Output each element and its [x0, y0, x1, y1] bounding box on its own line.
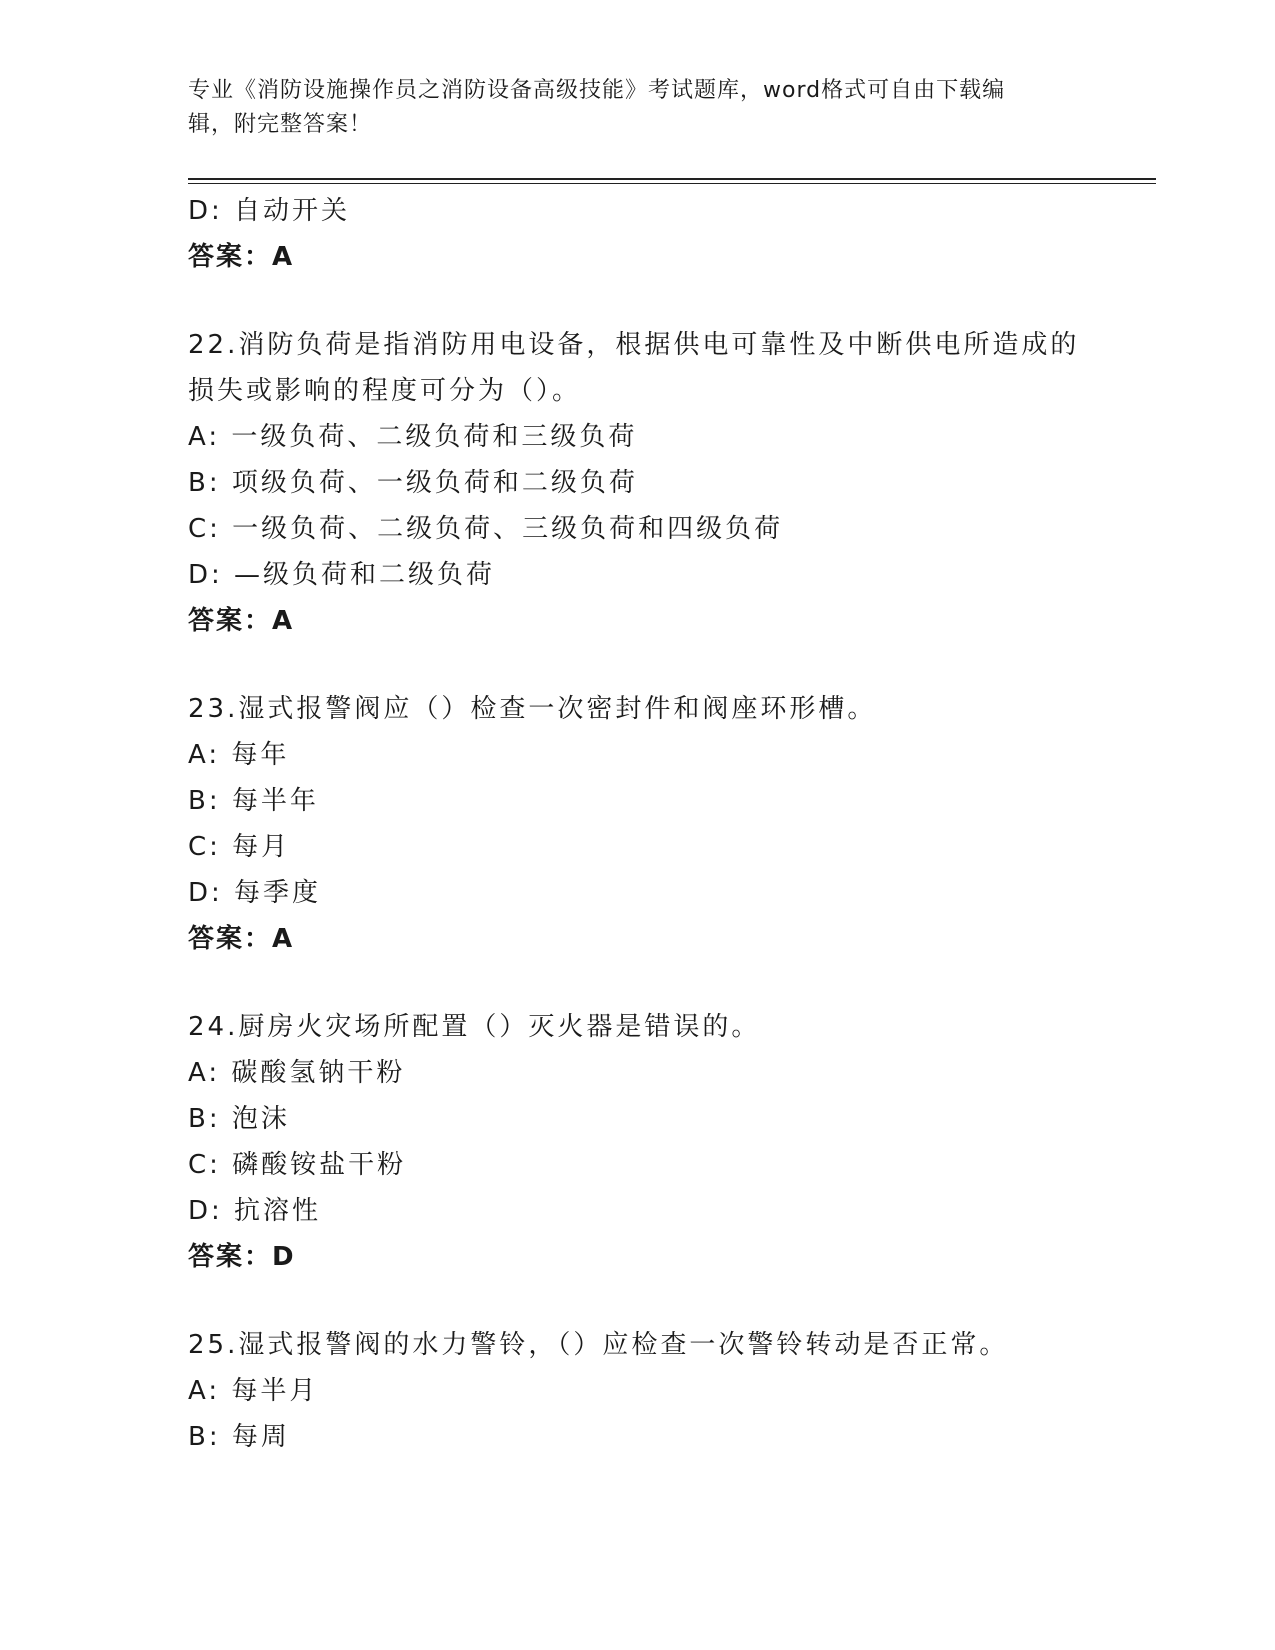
question-23 — [188, 686, 1128, 962]
question-stem-line: 25.湿式报警阀的水力警铃，（）应检查一次警铃转动是否正常。 — [188, 1330, 1009, 1360]
answer-label: 答案：A — [188, 924, 295, 954]
spacer — [188, 280, 1128, 322]
question-stem-line: 23.湿式报警阀应（）检查一次密封件和阀座环形槽。 — [188, 694, 877, 724]
question-stem-line: 24.厨房火灾场所配置（）灭火器是错误的。 — [188, 1012, 761, 1042]
answer-label: 答案：A — [188, 606, 295, 636]
option-c: C: 每月 — [188, 832, 291, 862]
question-content — [188, 188, 1128, 1460]
question-24 — [188, 1004, 1128, 1280]
header-divider-thick — [188, 178, 1156, 180]
answer-label: 答案：D — [188, 1242, 296, 1272]
option-b: B: 泡沫 — [188, 1104, 290, 1134]
header-note-line-2: 辑，附完整答案！ — [188, 112, 373, 137]
option-c: C: 磷酸铵盐干粉 — [188, 1150, 407, 1180]
option-a: A: 每半月 — [188, 1376, 319, 1406]
header-divider-thin — [188, 183, 1156, 184]
question-21-tail — [188, 188, 1128, 280]
option-d: D: 每季度 — [188, 878, 322, 908]
spacer — [188, 644, 1128, 686]
answer-label: 答案：A — [188, 242, 295, 272]
option-d: D: 自动开关 — [188, 196, 351, 226]
question-stem-line: 损失或影响的程度可分为（）。 — [188, 376, 582, 406]
question-stem-line: 22.消防负荷是指消防用电设备，根据供电可靠性及中断供电所造成的 — [188, 330, 1080, 360]
option-d: D: —级负荷和二级负荷 — [188, 560, 496, 590]
question-25 — [188, 1322, 1128, 1460]
question-22 — [188, 322, 1128, 644]
spacer — [188, 1280, 1128, 1322]
option-c: C: 一级负荷、二级负荷、三级负荷和四级负荷 — [188, 514, 784, 544]
header-note-line-1: 专业《消防设施操作员之消防设备高级技能》考试题库，word格式可自由下载编 — [188, 78, 1006, 103]
option-b: B: 每半年 — [188, 786, 319, 816]
option-b: B: 项级负荷、一级负荷和二级负荷 — [188, 468, 638, 498]
option-a: A: 碳酸氢钠干粉 — [188, 1058, 406, 1088]
option-a: A: 每年 — [188, 740, 290, 770]
option-d: D: 抗溶性 — [188, 1196, 322, 1226]
option-a: A: 一级负荷、二级负荷和三级负荷 — [188, 422, 638, 452]
header-note — [188, 74, 1068, 142]
spacer — [188, 962, 1128, 1004]
option-b: B: 每周 — [188, 1422, 290, 1452]
